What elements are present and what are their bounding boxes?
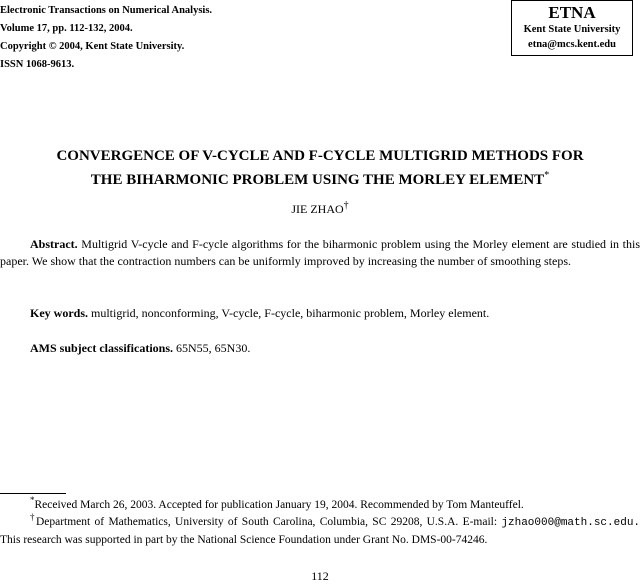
footnote-received-text: Received March 26, 2003. Accepted for publication January 19, 2004. Recommended by Tom Manteuffel.: [34, 499, 524, 511]
footnote-affiliation: [0, 514, 640, 549]
footnote-mark-2: †: [30, 512, 36, 523]
author-footnote-mark: †: [343, 200, 349, 211]
title-footnote-mark: *: [544, 170, 550, 181]
ams-text: 65N55, 65N30.: [176, 341, 251, 355]
keywords-label: Key words.: [30, 306, 88, 320]
title-line-2-text: THE BIHARMONIC PROBLEM USING THE MORLEY ELEMENT: [90, 172, 545, 188]
author-name: JIE ZHAO: [291, 202, 344, 216]
footnote-affiliation-text: Department of Mathematics, University of South Carolina, Columbia, SC 29208, U.S.A. E-mail:: [35, 516, 498, 528]
footnote-received: [0, 497, 640, 514]
title-line-1: CONVERGENCE OF V-CYCLE AND F-CYCLE MULTIGRID METHODS FOR: [56, 148, 584, 164]
journal-volume: Volume 17, pp. 112-132, 2004.: [0, 23, 133, 34]
abstract-label: Abstract.: [30, 237, 78, 251]
ams-classifications: [0, 340, 640, 357]
abstract-text: Multigrid V-cycle and F-cycle algorithms for the biharmonic problem using the Morley element are studied in this paper. We show that the contraction numbers can be uniformly improved by increasing the number of smoothing steps.: [0, 237, 640, 268]
journal-copyright: Copyright © 2004, Kent State University.: [0, 41, 185, 52]
keywords: [0, 305, 640, 322]
title-line-2: [0, 166, 640, 190]
etna-email: etna@mcs.kent.edu: [528, 39, 616, 50]
footnote-mark-1: *: [30, 495, 35, 506]
abstract: [0, 236, 640, 270]
etna-title: ETNA: [548, 3, 596, 22]
author-email[interactable]: jzhao000@math.sc.edu.: [501, 517, 640, 529]
footnote-rule: [0, 493, 66, 494]
paper-title: [0, 147, 640, 190]
footnote-grant-text: This research was supported in part by the National Science Foundation under Grant No. DMS-00-74246.: [0, 534, 488, 546]
journal-header: [0, 2, 212, 74]
keywords-text: multigrid, nonconforming, V-cycle, F-cycle, biharmonic problem, Morley element.: [91, 306, 490, 320]
journal-name: Electronic Transactions on Numerical Analysis.: [0, 5, 213, 16]
author: [0, 200, 640, 217]
page-number: 112: [311, 569, 329, 583]
etna-university: Kent State University: [523, 24, 621, 35]
ams-label: AMS subject classifications.: [30, 341, 173, 355]
journal-issn: ISSN 1068-9613.: [0, 59, 75, 70]
etna-box: [511, 0, 633, 56]
